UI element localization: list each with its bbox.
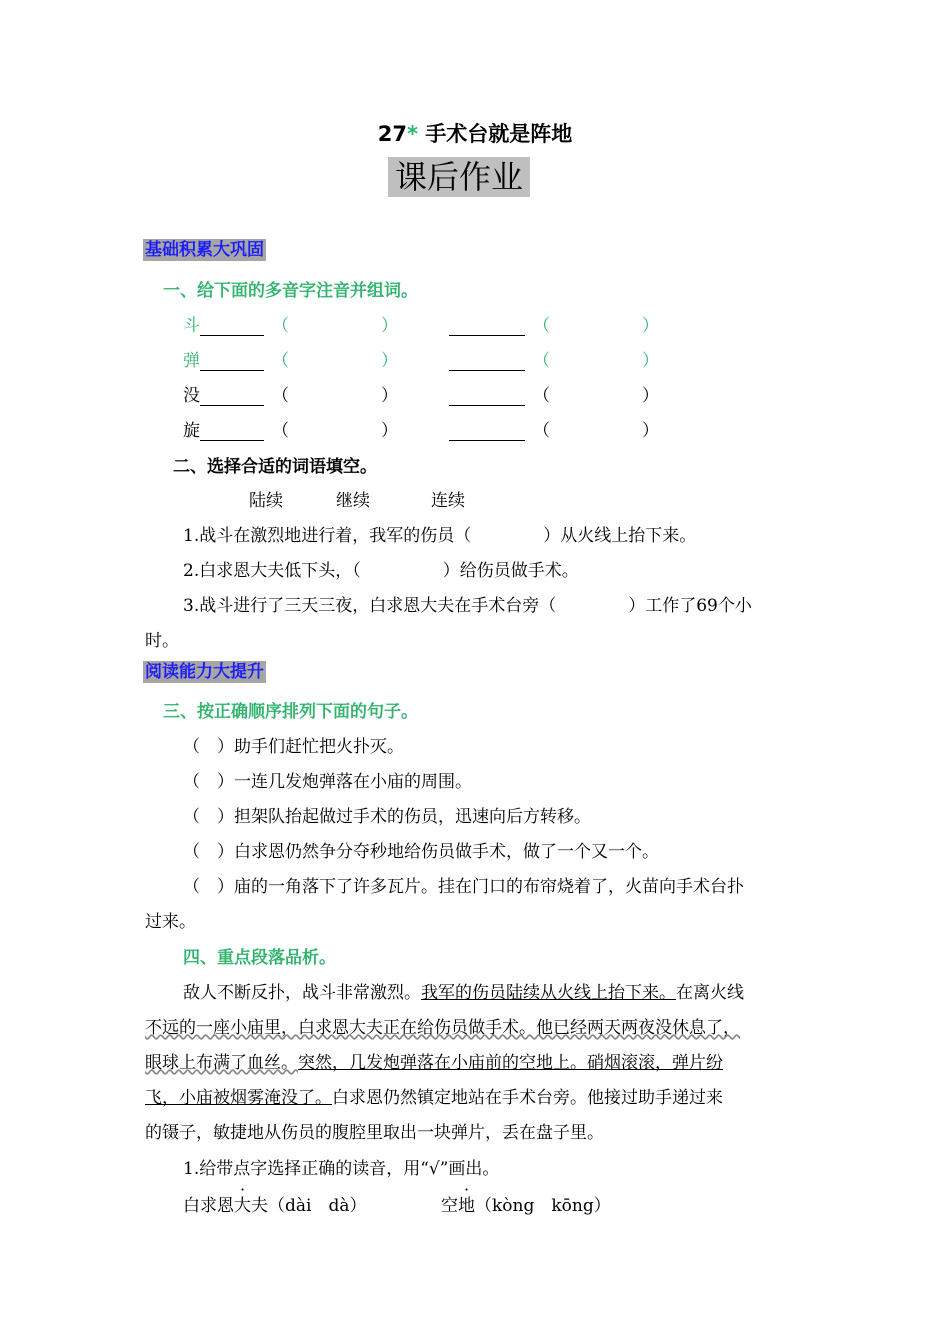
page-title (0, 118, 950, 148)
pronunciation-word-1: 白求恩大夫（dài dà） (183, 1196, 367, 1216)
q2-word-1: 陆续 (249, 491, 283, 511)
q3-item-3: （ ）担架队抬起做过手术的伤员，迅速向后方转移。 (183, 807, 591, 827)
q1-char: 斗 (183, 316, 200, 336)
pinyin-blank[interactable] (200, 422, 264, 441)
q4-sub-1: 1.给带点字选择正确的读音，用“√”画出。 (183, 1159, 500, 1179)
order-paren[interactable]: （ ） (183, 842, 234, 862)
q2-sentence-3-cont: 时。 (145, 631, 179, 651)
pronunciation-word-2: 空地（kòng kōng） (441, 1196, 611, 1216)
q2-word-3: 连续 (431, 491, 465, 511)
pinyin-blank[interactable] (200, 317, 264, 336)
q3-item-2: （ ）一连几发炮弹落在小庙的周围。 (183, 772, 472, 792)
order-paren[interactable]: （ ） (183, 807, 234, 827)
q3-item-1: （ ）助手们赶忙把火扑灭。 (183, 737, 404, 757)
section-basic-header: 基础积累大巩固 (145, 240, 264, 260)
order-paren[interactable]: （ ） (183, 877, 234, 897)
q1-row-1b: （ ） (449, 311, 659, 336)
q2-sentence-3: 3.战斗进行了三天三夜，白求恩大夫在手术台旁（ ）工作了69个小 (183, 596, 752, 616)
q1-char: 弹 (183, 351, 200, 371)
q1-row-4b: （ ） (449, 416, 659, 441)
q1-char: 没 (183, 386, 200, 406)
dotted-char: 大 (234, 1196, 251, 1216)
q1-row-3: 没 （ ） (183, 386, 398, 406)
q3-item-5-cont: 过来。 (145, 912, 196, 932)
q1-row-4: 旋 （ ） (183, 421, 398, 441)
q3-item-4: （ ）白求恩仍然争分夺秒地给伤员做手术，做了一个又一个。 (183, 842, 659, 862)
q1-row-3b: （ ） (449, 381, 659, 406)
q1-row-1: 斗 （ ） (183, 316, 398, 336)
q3-title: 三、按正确顺序排列下面的句子。 (163, 702, 418, 722)
q2-title: 二、选择合适的词语填空。 (173, 457, 377, 477)
q1-title: 一、给下面的多音字注音并组词。 (163, 281, 418, 301)
subtitle: 课后作业 (388, 157, 530, 197)
pinyin-blank[interactable] (200, 352, 264, 371)
order-paren[interactable]: （ ） (183, 737, 234, 757)
q1-row-2: 弹 （ ） (183, 351, 398, 371)
q2-sentence-1: 1.战斗在激烈地进行着，我军的伤员（ ）从火线上抬下来。 (183, 526, 697, 546)
q3-item-5: （ ）庙的一角落下了许多瓦片。挂在门口的布帘烧着了，火苗向手术台扑 (183, 877, 744, 897)
pinyin-blank[interactable] (449, 352, 525, 371)
q1-char: 旋 (183, 421, 200, 441)
dotted-char: 地 (458, 1196, 475, 1216)
pinyin-blank[interactable] (449, 422, 525, 441)
passage-line-5: 的镊子，敏捷地从伤员的腹腔里取出一块弹片，丢在盘子里。 (145, 1123, 604, 1143)
pinyin-blank[interactable] (200, 387, 264, 406)
order-paren[interactable]: （ ） (183, 772, 234, 792)
passage-line-4: 飞，小庙被烟雾淹没了。白求恩仍然镇定地站在手术台旁。他接过助手递过来 (145, 1088, 723, 1108)
q1-row-2b: （ ） (449, 346, 659, 371)
passage-line-2: 不远的一座小庙里，白求恩大夫正在给伤员做手术。他已经两天两夜没休息了， (145, 1018, 740, 1038)
passage-line-3: 眼球上布满了血丝。突然，几发炮弹落在小庙前的空地上。硝烟滚滚，弹片纷 (145, 1053, 723, 1073)
pinyin-blank[interactable] (449, 317, 525, 336)
q4-title: 四、重点段落品析。 (183, 948, 336, 968)
q2-word-2: 继续 (336, 491, 370, 511)
title-text: 手术台就是阵地 (425, 122, 573, 146)
title-star: * (406, 122, 418, 146)
pinyin-blank[interactable] (449, 387, 525, 406)
title-number: 27 (377, 122, 407, 146)
q2-sentence-2: 2.白求恩大夫低下头，（ ）给伤员做手术。 (183, 561, 579, 581)
passage-line-1: 敌人不断反扑，战斗非常激烈。我军的伤员陆续从火线上抬下来。在离火线 (183, 983, 744, 1003)
section-reading-header: 阅读能力大提升 (145, 662, 264, 682)
